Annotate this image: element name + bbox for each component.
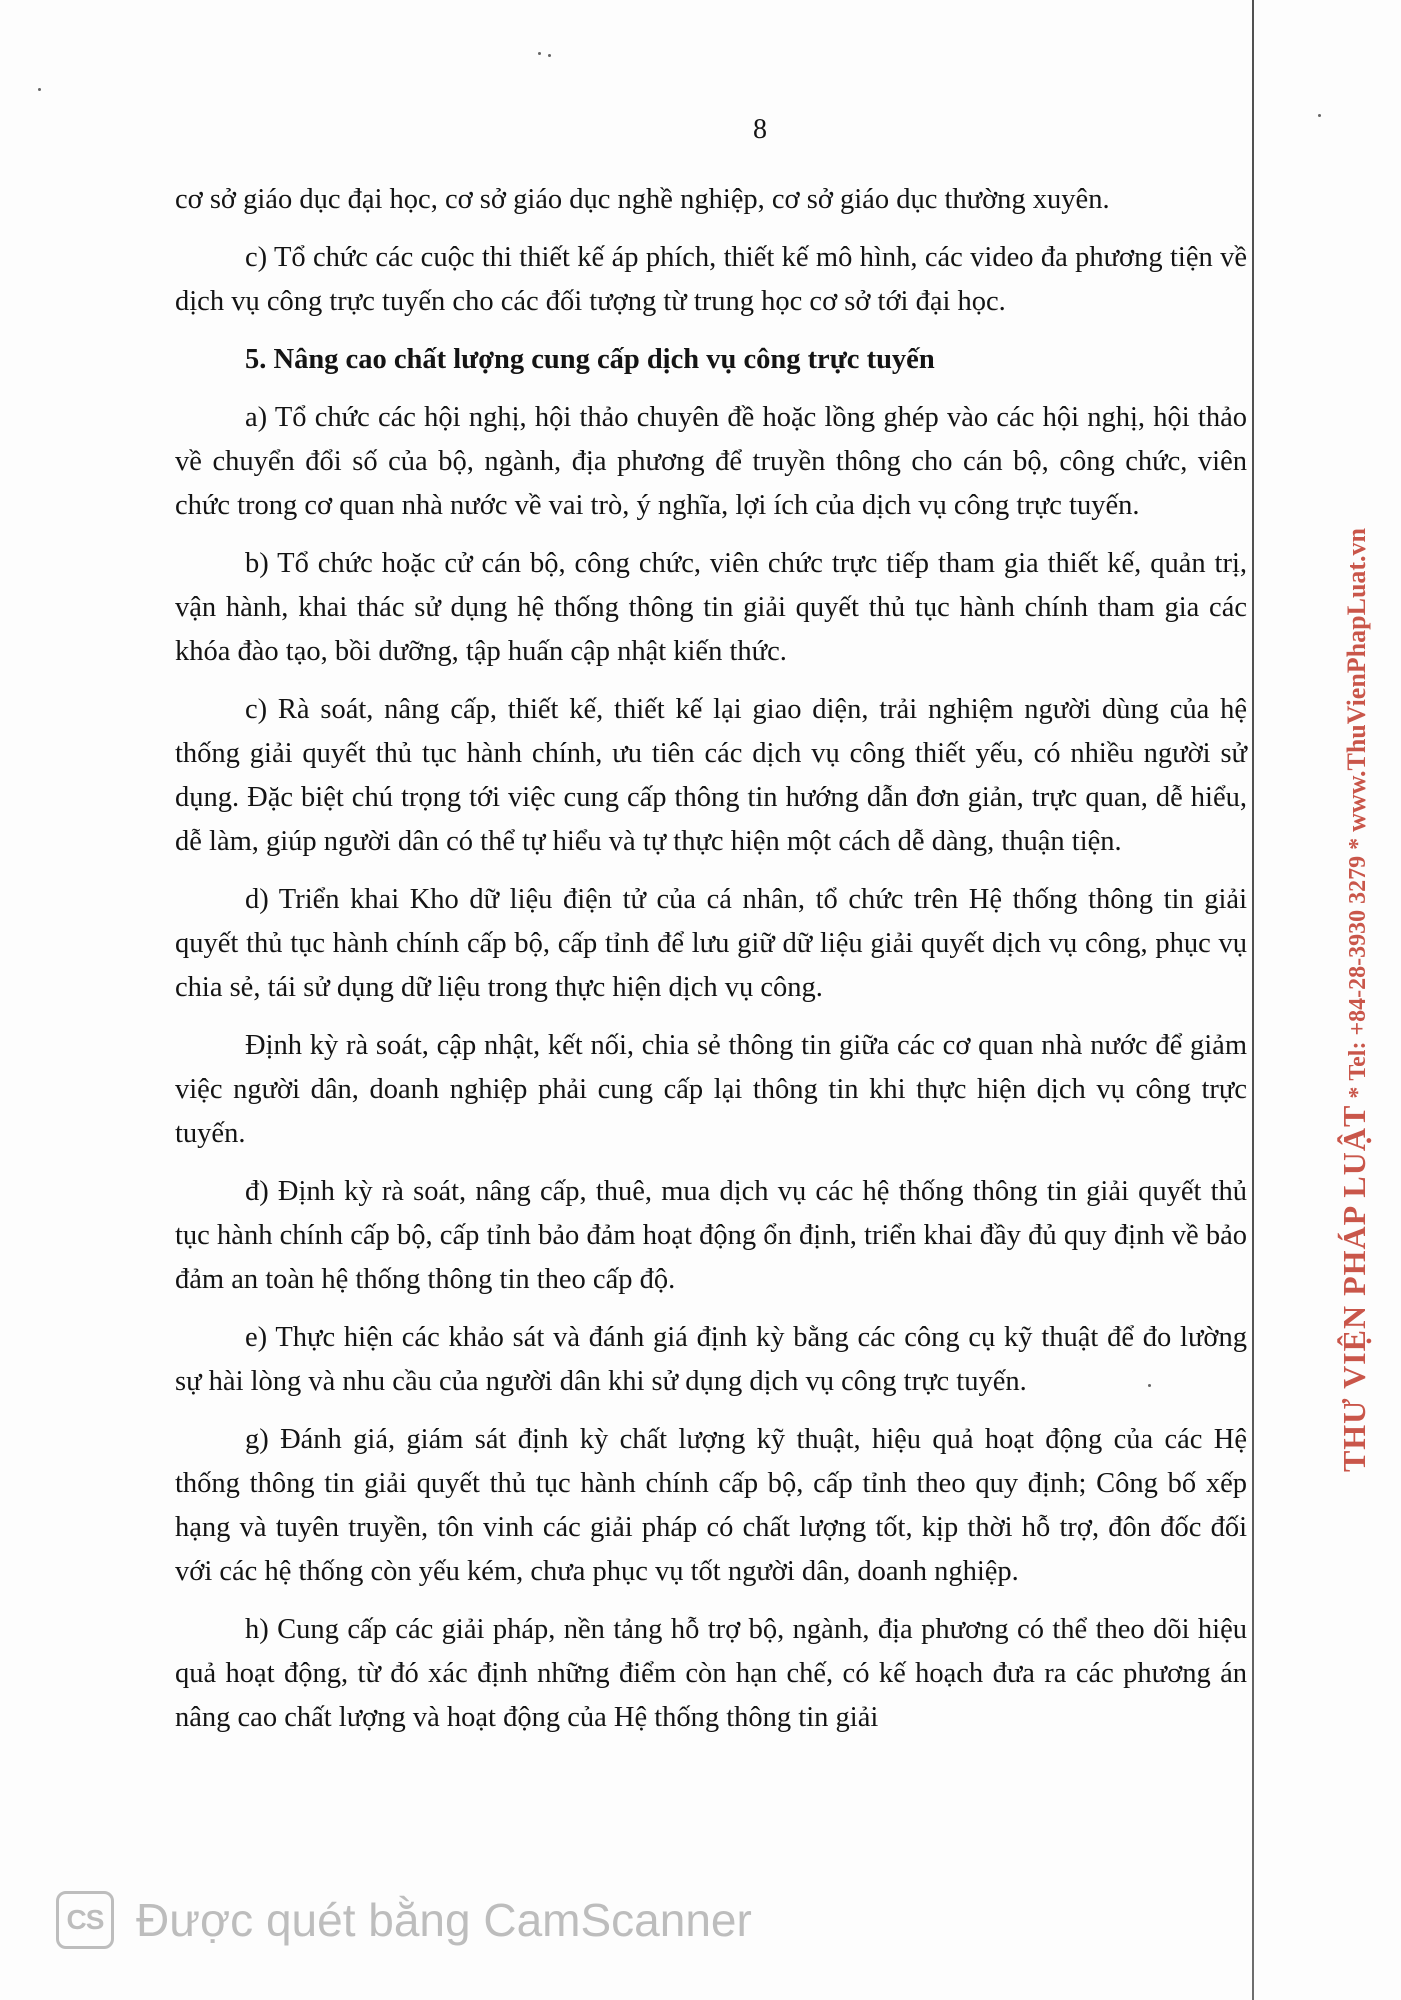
scan-speck [538,52,541,55]
paragraph: h) Cung cấp các giải pháp, nền tảng hỗ trợ bộ, ngành, địa phương có thể theo dõi hiệu quả hoạt động, từ đó xác định những điểm còn hạn chế, có kế hoạch đưa ra các phương án nâng cao chất lượng và hoạt động của Hệ thống thông tin giải [175,1614,1247,1733]
page-number: 8 [753,114,767,145]
watermark-phone: Tel: +84-28-3930 3279 [1345,855,1371,1081]
paragraph: cơ sở giáo dục đại học, cơ sở giáo dục nghề nghiệp, cơ sở giáo dục thường xuyên. [175,184,1110,215]
camscanner-caption: Được quét bằng CamScanner [136,1894,752,1946]
paragraph: g) Đánh giá, giám sát định kỳ chất lượng kỹ thuật, hiệu quả hoạt động của các Hệ thống thông tin giải quyết thủ tục hành chính cấp bộ, cấp tỉnh theo quy định; Công bố xếp hạng và tuyên truyền, tôn vinh các giải pháp có chất lượng tốt, kịp thời hỗ trợ, đôn đốc đối với các hệ thống còn yếu kém, chưa phục vụ tốt người dân, doanh nghiệp. [175,1424,1247,1587]
paragraph: d) Triển khai Kho dữ liệu điện tử của cá nhân, tổ chức trên Hệ thống thông tin giải quyết thủ tục hành chính cấp bộ, cấp tỉnh để lưu giữ dữ liệu giải quyết dịch vụ công, phục vụ chia sẻ, tái sử dụng dữ liệu trong thực hiện dịch vụ công. [175,884,1247,1003]
watermark [1336,380,1376,1620]
section-heading: 5. Nâng cao chất lượng cung cấp dịch vụ công trực tuyến [245,344,935,375]
paragraph: c) Rà soát, nâng cấp, thiết kế, thiết kế lại giao diện, trải nghiệm người dùng của hệ thống giải quyết thủ tục hành chính, ưu tiên các dịch vụ công thiết yếu, có nhiều người sử dụng. Đặc biệt chú trọng tới việc cung cấp thông tin hướng dẫn đơn giản, trực quan, dễ hiểu, dễ làm, giúp người dân có thể tự hiểu và tự thực hiện một cách dễ dàng, thuận tiện. [175,694,1247,857]
scan-speck [548,54,551,57]
paragraph: Định kỳ rà soát, cập nhật, kết nối, chia sẻ thông tin giữa các cơ quan nhà nước để giảm việc người dân, doanh nghiệp phải cung cấp lại thông tin khi thực hiện dịch vụ công trực tuyến. [175,1030,1247,1149]
watermark-url: www.ThuVienPhapLuat.vn [1342,527,1371,832]
scan-speck [38,88,41,91]
camscanner-logo-icon: CS [56,1891,114,1949]
watermark-brand: THƯ VIỆN PHÁP LUẬT [1336,1104,1372,1473]
camscanner-footer [56,1888,752,1952]
paragraph: e) Thực hiện các khảo sát và đánh giá định kỳ bằng các công cụ kỹ thuật để đo lường sự hài lòng và nhu cầu của người dân khi sử dụng dịch vụ công trực tuyến. [175,1322,1247,1397]
scan-border-line [1252,0,1254,2000]
paragraph: b) Tổ chức hoặc cử cán bộ, công chức, viên chức trực tiếp tham gia thiết kế, quản trị, vận hành, khai thác sử dụng hệ thống thông tin giải quyết thủ tục hành chính tham gia các khóa đào tạo, bồi dưỡng, tập huấn cập nhật kiến thức. [175,548,1247,667]
document-body [175,178,1247,1754]
watermark-separator: * [1345,837,1371,850]
paragraph: a) Tổ chức các hội nghị, hội thảo chuyên đề hoặc lồng ghép vào các hội nghị, hội thảo về chuyển đổi số của bộ, ngành, địa phương để truyền thông cho cán bộ, công chức, viên chức trong cơ quan nhà nước về vai trò, ý nghĩa, lợi ích của dịch vụ công trực tuyến. [175,402,1247,521]
watermark-separator: * [1345,1086,1371,1099]
paragraph: đ) Định kỳ rà soát, nâng cấp, thuê, mua dịch vụ các hệ thống thông tin giải quyết thủ tục hành chính cấp bộ, cấp tỉnh bảo đảm hoạt động ổn định, triển khai đầy đủ quy định về bảo đảm an toàn hệ thống thông tin theo cấp độ. [175,1176,1247,1295]
paragraph: c) Tổ chức các cuộc thi thiết kế áp phích, thiết kế mô hình, các video đa phương tiện về dịch vụ công trực tuyến cho các đối tượng từ trung học cơ sở tới đại học. [175,242,1247,317]
